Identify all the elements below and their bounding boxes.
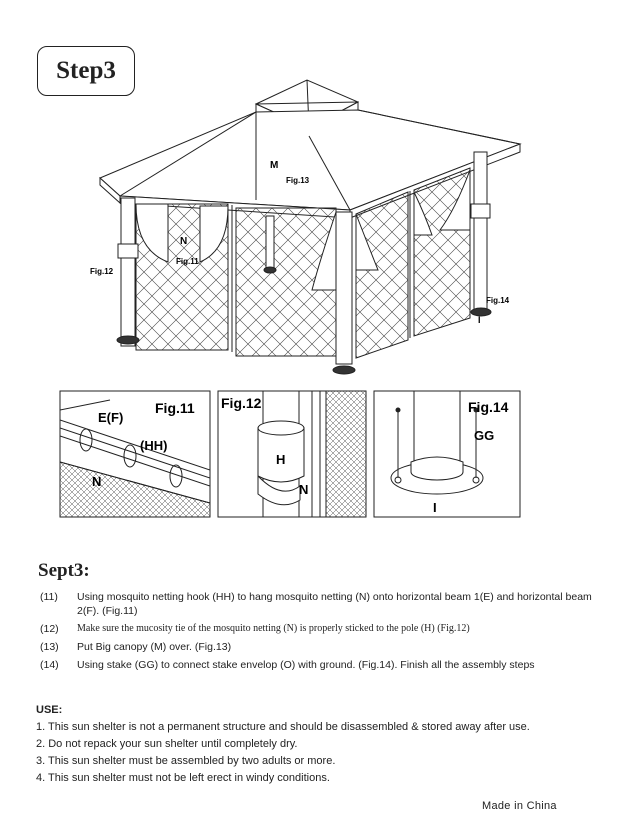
label-fig13: Fig.13: [286, 176, 310, 185]
step-item: [40, 640, 600, 654]
step-item: [40, 590, 600, 618]
use-item: 4. This sun shelter must not be left erect in windy conditions.: [36, 772, 330, 784]
section-title: Sept3:: [38, 560, 90, 581]
fig14-label-i: I: [433, 500, 437, 515]
label-m: M: [270, 160, 279, 171]
use-title: USE:: [36, 704, 63, 716]
step-number: (12): [40, 623, 59, 635]
step-text: Using stake (GG) to connect stake envelop (O) with ground. (Fig.14). Finish all the assembly steps: [77, 659, 535, 671]
use-item: 1. This sun shelter is not a permanent structure and should be disassembled & stored away after use.: [36, 721, 530, 733]
fig12-label-n: N: [299, 482, 309, 497]
use-item: 3. This sun shelter must be assembled by two adults or more.: [36, 755, 336, 767]
label-n-main: N: [180, 236, 188, 247]
step-item: [40, 622, 600, 636]
fig14-title: Fig.14: [468, 399, 509, 415]
step-number: (13): [40, 641, 59, 653]
step-item: [40, 658, 600, 672]
use-list: [36, 719, 596, 787]
fig11-label-ef: E(F): [98, 410, 124, 425]
fig11-label-hh: (HH): [140, 438, 168, 453]
fig12-title: Fig.12: [221, 395, 262, 411]
fig11-title: Fig.11: [155, 400, 195, 416]
detail-fig11: [60, 391, 210, 517]
fig11-label-n: N: [92, 474, 102, 489]
detail-fig14: [374, 391, 520, 517]
made-in-label: Made in China: [482, 800, 557, 812]
step-text: Put Big canopy (M) over. (Fig.13): [77, 641, 232, 653]
gazebo-drawing: [100, 80, 520, 374]
detail-fig12: [218, 391, 366, 517]
label-fig14-main: Fig.14: [486, 296, 510, 305]
label-fig12-main: Fig.12: [90, 267, 114, 276]
fig12-label-h: H: [276, 452, 286, 467]
step-heading: Step3: [56, 57, 116, 84]
use-item: 2. Do not repack your sun shelter until completely dry.: [36, 738, 298, 750]
label-fig11-main: Fig.11: [176, 257, 199, 266]
step-number: (11): [40, 591, 58, 603]
label-i-main: I: [478, 315, 481, 325]
step-text: Make sure the mucosity tie of the mosquito netting (N) is properly sticked to the pole (H) (Fig.12): [77, 623, 470, 634]
step-number: (14): [40, 659, 59, 671]
step-text: Using mosquito netting hook (HH) to hang mosquito netting (N) onto horizontal beam 1(E) and horizontal beam 2(F). (Fig.11): [77, 591, 592, 617]
steps-list: [40, 590, 600, 676]
fig14-label-gg: GG: [474, 428, 495, 443]
